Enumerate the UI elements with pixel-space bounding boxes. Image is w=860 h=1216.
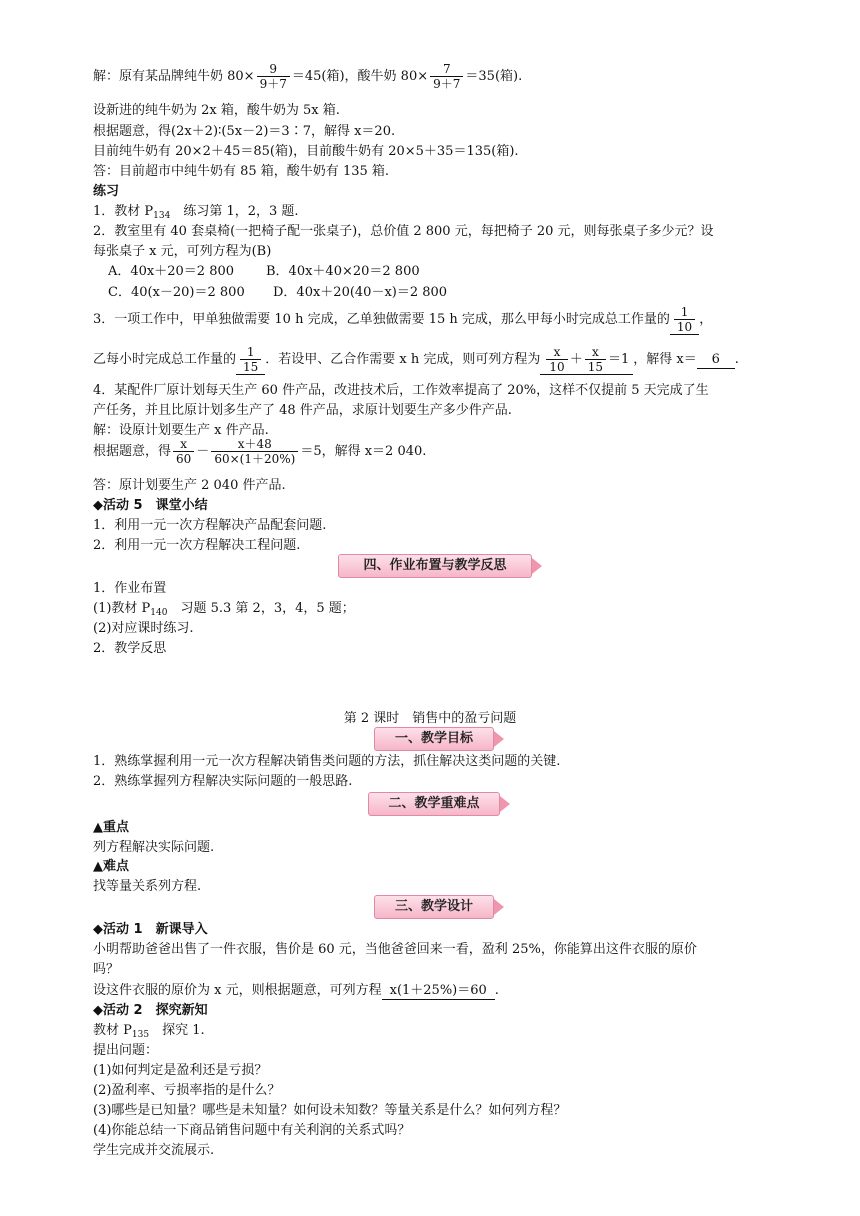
activity2-line5: (3)哪些是已知量？哪些是未知量？如何设未知数？等量关系是什么？如何列方程？ xyxy=(93,1103,567,1118)
section-banner-keypoints: 二、教学重难点 xyxy=(368,792,500,816)
lesson-title: 第 2 课时 销售中的盈亏问题 xyxy=(343,711,517,726)
activity2-line3: (1)如何判定是盈利还是亏损？ xyxy=(93,1063,268,1078)
activity5-line2: 2．利用一元一次方程解决工程问题. xyxy=(93,538,301,553)
practice-heading: 练习 xyxy=(93,184,120,199)
answer-blank: $\frac{1}{10}$ xyxy=(670,305,699,335)
activity1-heading: ◆活动 1 新课导入 xyxy=(93,922,208,937)
activity2-line1: 教材 $P_{135}$ 探究 1. xyxy=(93,1023,205,1040)
activity2-line4: (2)盈利率、亏损率指的是什么？ xyxy=(93,1083,281,1098)
practice-q4-answer: 答：原计划要生产 2 040 件产品. xyxy=(93,478,286,493)
answer-blank: x(1＋25%)＝60 xyxy=(382,983,495,1000)
practice-q3-line2: 乙每小时完成总工作量的 $\frac{1}{15}$ ．若设甲、乙合作需要 x h 完成，则可列方程为 $\frac{x}{10}$ ＋ $\frac{x}{15}$ ＝1 ，解得 x＝ 6 . xyxy=(93,345,739,374)
solution-line-4: 目前纯牛奶有 20×2＋45＝85(箱)，目前酸牛奶有 20×5＋35＝135(箱). xyxy=(93,144,519,159)
goal-line2: 2．熟练掌握列方程解决实际问题的一般思路. xyxy=(93,774,353,789)
practice-q1: 1．教材 $P_{134}$ 练习第 1，2，3 题. xyxy=(93,204,299,221)
activity2-line2: 提出问题： xyxy=(93,1043,159,1058)
answer-blank: $\frac{1}{15}$ xyxy=(236,345,265,375)
activity2-line7: 学生完成并交流展示. xyxy=(93,1143,215,1158)
goal-line1: 1．熟练掌握利用一元一次方程解决销售类问题的方法，抓住解决这类问题的关键. xyxy=(93,754,561,769)
homework-line1: 1．作业布置 xyxy=(93,581,167,596)
option-c: C．40(x－20)＝2 800 xyxy=(108,285,245,300)
fraction: $\frac{7}{9+7}$ xyxy=(430,62,463,91)
section-banner-design: 三、教学设计 xyxy=(374,895,494,919)
activity1-line3: 设这件衣服的原价为 x 元，则根据题意，可列方程 x(1＋25%)＝60 . xyxy=(93,983,499,998)
practice-q3-line1: 3．一项工作中，甲单独做需要 10 h 完成，乙单独做需要 15 h 完成，那么甲每小时完成总工作量的 $\frac{1}{10}$ ， xyxy=(93,305,713,334)
solution-line-2: 设新进的纯牛奶为 2x 箱，酸牛奶为 5x 箱. xyxy=(93,103,340,118)
solution-answer: 答：目前超市中纯牛奶有 85 箱，酸牛奶有 135 箱. xyxy=(93,164,390,179)
section-banner-homework: 四、作业布置与教学反思 xyxy=(338,554,532,578)
keypoint-heading: ▲重点 xyxy=(93,820,129,835)
activity1-line2: 吗？ xyxy=(93,962,120,977)
activity2-line6: (4)你能总结一下商品销售问题中有关利润的关系式吗？ xyxy=(93,1123,411,1138)
option-d: D．40x＋20(40－x)＝2 800 xyxy=(273,285,448,300)
fraction: $\frac{9}{9+7}$ xyxy=(257,62,290,91)
option-a: A．40x＋20＝2 800 xyxy=(108,264,235,279)
activity5-heading: ◆活动 5 课堂小结 xyxy=(93,498,208,513)
homework-line2: (1)教材 $P_{140}$ 习题 5.3 第 2，3，4，5 题； xyxy=(93,601,355,618)
practice-q4-line3: 解：设原计划要生产 x 件产品. xyxy=(93,423,269,438)
solution-line-3: 根据题意，得(2x＋2)∶(5x－2)＝3∶7，解得 x＝20. xyxy=(93,124,396,139)
homework-line3: (2)对应课时练习. xyxy=(93,621,194,636)
option-b: B．40x＋40×20＝2 800 xyxy=(266,264,420,279)
practice-q2-line2: 每张桌子 x 元，可列方程为(B) xyxy=(93,244,272,259)
practice-q2-line1: 2．教室里有 40 套桌椅(一把椅子配一张桌子)，总价值 2 800 元，每把椅子 20 元，则每张桌子多少元？设 xyxy=(93,224,714,239)
practice-q4-line4: 根据题意，得 $\frac{x}{60}$ － $\frac{x+48}{60\times(1+20\%)}$ ＝5，解得 x＝2 040. xyxy=(93,437,427,466)
activity1-line1: 小明帮助爸爸出售了一件衣服，售价是 60 元，当他爸爸回来一看，盈利 25%，你能算出这件衣服的原价 xyxy=(93,942,697,957)
solution-line-1: 解：原有某品牌纯牛奶 80× $\frac{9}{9+7}$ ＝45(箱)，酸牛奶 80× $\frac{7}{9+7}$ ＝35(箱). xyxy=(93,62,523,91)
activity5-line1: 1．利用一元一次方程解决产品配套问题. xyxy=(93,518,327,533)
homework-line4: 2．教学反思 xyxy=(93,641,167,656)
practice-q4-line2: 产任务，并且比原计划多生产了 48 件产品，求原计划要生产多少件产品. xyxy=(93,403,512,418)
answer-blank: 6 xyxy=(697,352,735,369)
section-banner-goals: 一、教学目标 xyxy=(374,727,494,751)
practice-q4-line1: 4．某配件厂原计划每天生产 60 件产品，改进技术后，工作效率提高了 20%，这样不仅提前 5 天完成了生 xyxy=(93,383,709,398)
difficulty-heading: ▲难点 xyxy=(93,859,129,874)
keypoint-text: 列方程解决实际问题. xyxy=(93,840,215,855)
difficulty-text: 找等量关系列方程. xyxy=(93,879,202,894)
activity2-heading: ◆活动 2 探究新知 xyxy=(93,1003,208,1018)
answer-blank: $\frac{x}{10}$ ＋ $\frac{x}{15}$ ＝1 xyxy=(540,345,633,375)
